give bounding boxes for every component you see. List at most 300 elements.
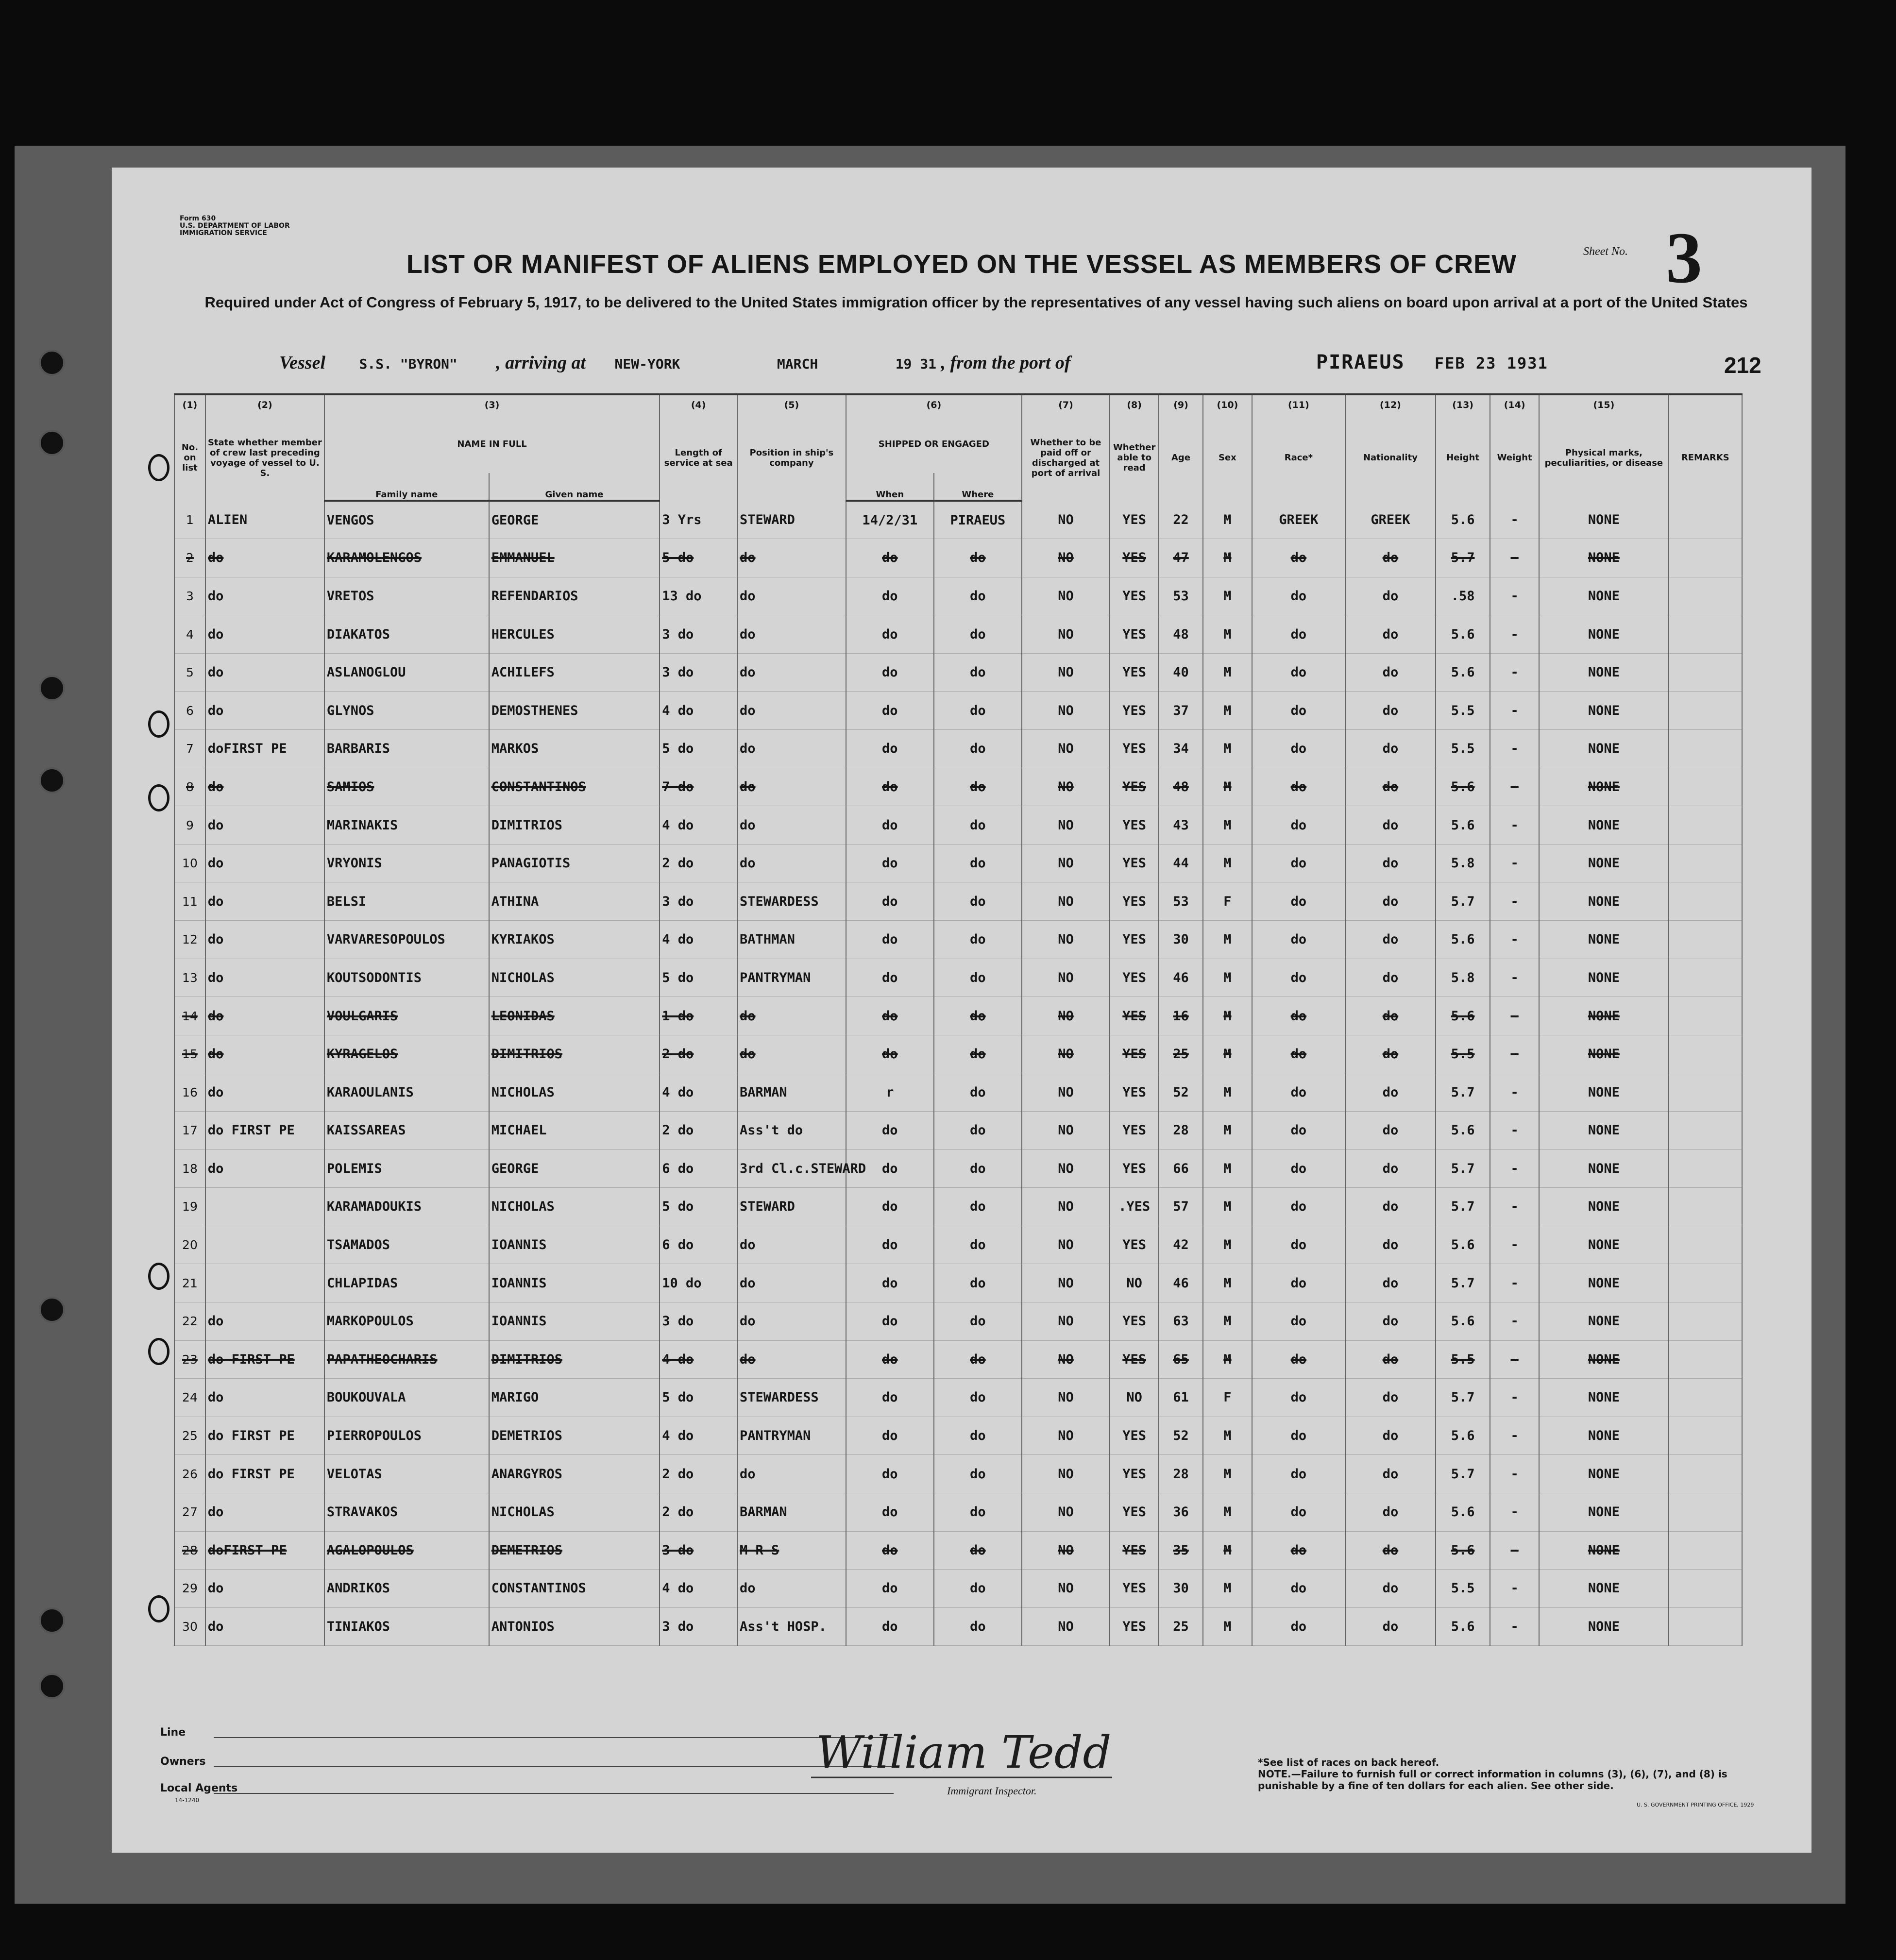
cell-last-voyage: do <box>205 997 324 1035</box>
cell-no: 29 <box>174 1570 205 1608</box>
cell-sex: M <box>1203 1570 1252 1608</box>
cell-remarks <box>1669 844 1742 882</box>
cell-remarks <box>1669 1112 1742 1150</box>
cell-weight: - <box>1490 806 1539 845</box>
crew-table <box>174 393 1743 1646</box>
cell-nationality: do <box>1345 921 1436 959</box>
cell-position: PANTRYMAN <box>737 1417 846 1455</box>
cell-able-read: YES <box>1110 1302 1159 1340</box>
cell-no: 19 <box>174 1188 205 1226</box>
header-name-in-full: NAME IN FULL <box>324 415 660 473</box>
cell-nationality: do <box>1345 1302 1436 1340</box>
cell-nationality: do <box>1345 1340 1436 1379</box>
cell-when: do <box>846 882 934 921</box>
cell-sex: M <box>1203 921 1252 959</box>
cell-length-service: 5 do <box>660 539 737 577</box>
cell-race: do <box>1252 1302 1345 1340</box>
cell-weight: - <box>1490 1149 1539 1188</box>
header-weight: Weight <box>1490 415 1539 501</box>
cell-paid-off: NO <box>1022 692 1110 730</box>
cell-no: 18 <box>174 1149 205 1188</box>
cell-nationality: do <box>1345 1417 1436 1455</box>
cell-when: do <box>846 1188 934 1226</box>
cell-position: do <box>737 1035 846 1073</box>
cell-able-read: YES <box>1110 806 1159 845</box>
cell-given-name: GEORGE <box>489 501 660 539</box>
page-number: 212 <box>1724 353 1761 378</box>
cell-weight: - <box>1490 921 1539 959</box>
cell-race: do <box>1252 806 1345 845</box>
table-row <box>174 501 1742 539</box>
cell-height: .58 <box>1436 577 1490 615</box>
form-id-line: Form 630 <box>180 215 216 222</box>
cell-weight: - <box>1490 1379 1539 1417</box>
cell-length-service: 3 do <box>660 882 737 921</box>
cell-no: 4 <box>174 615 205 654</box>
cell-given-name: EMMANUEL <box>489 539 660 577</box>
cell-race: do <box>1252 1035 1345 1073</box>
cell-race: do <box>1252 730 1345 768</box>
cell-height: 5.6 <box>1436 501 1490 539</box>
cell-race: do <box>1252 1531 1345 1570</box>
cell-height: 5.6 <box>1436 1417 1490 1455</box>
cell-when: do <box>846 1379 934 1417</box>
cell-weight: - <box>1490 882 1539 921</box>
cell-last-voyage: do <box>205 1149 324 1188</box>
cell-race: do <box>1252 1112 1345 1150</box>
cell-position: do <box>737 1226 846 1264</box>
cell-nationality: do <box>1345 1264 1436 1302</box>
table-row <box>174 1570 1742 1608</box>
cell-length-service: 4 do <box>660 1073 737 1112</box>
cell-age: 52 <box>1159 1073 1203 1112</box>
cell-physical: NONE <box>1539 577 1668 615</box>
cell-family-name: AGALOPOULOS <box>324 1531 489 1570</box>
cell-family-name: MARKOPOULOS <box>324 1302 489 1340</box>
cell-position: STEWARD <box>737 1188 846 1226</box>
cell-paid-off: NO <box>1022 959 1110 997</box>
cell-length-service: 3 do <box>660 653 737 692</box>
cell-where: do <box>934 1340 1022 1379</box>
cell-sex: M <box>1203 1112 1252 1150</box>
cell-able-read: YES <box>1110 1607 1159 1646</box>
cell-no: 7 <box>174 730 205 768</box>
cell-physical: NONE <box>1539 1112 1668 1150</box>
cell-when: do <box>846 539 934 577</box>
cell-age: 28 <box>1159 1455 1203 1493</box>
cell-height: 5.6 <box>1436 997 1490 1035</box>
cell-given-name: ATHINA <box>489 882 660 921</box>
cell-sex: M <box>1203 501 1252 539</box>
cell-no: 11 <box>174 882 205 921</box>
cell-race: do <box>1252 1073 1345 1112</box>
cell-last-voyage: do <box>205 768 324 806</box>
cell-height: 5.8 <box>1436 959 1490 997</box>
cell-physical: NONE <box>1539 921 1668 959</box>
cell-length-service: 2 do <box>660 1035 737 1073</box>
cell-remarks <box>1669 1226 1742 1264</box>
cell-where: do <box>934 692 1022 730</box>
cell-where: do <box>934 1264 1022 1302</box>
cell-physical: NONE <box>1539 1531 1668 1570</box>
cell-position: STEWARD <box>737 501 846 539</box>
cell-physical: NONE <box>1539 1149 1668 1188</box>
cell-where: do <box>934 1417 1022 1455</box>
col-num: (13) <box>1436 394 1490 415</box>
cell-position: do <box>737 997 846 1035</box>
table-row <box>174 921 1742 959</box>
owners-label: Owners <box>160 1756 206 1768</box>
cell-where: do <box>934 768 1022 806</box>
cell-length-service: 2 do <box>660 844 737 882</box>
table-row <box>174 653 1742 692</box>
penalty-note: NOTE.—Failure to furnish full or correct information in columns (3), (6), (7), and (8) is punishable by a fine of ten dollars for each alien. See other side. <box>1258 1768 1727 1791</box>
cell-no: 23 <box>174 1340 205 1379</box>
cell-last-voyage: doFIRST PE <box>205 730 324 768</box>
cell-age: 25 <box>1159 1607 1203 1646</box>
table-row <box>174 1302 1742 1340</box>
cell-sex: M <box>1203 615 1252 654</box>
cell-race: do <box>1252 768 1345 806</box>
cell-sex: M <box>1203 1264 1252 1302</box>
cell-race: do <box>1252 1607 1345 1646</box>
table-row <box>174 1188 1742 1226</box>
cell-able-read: YES <box>1110 1570 1159 1608</box>
col-num: (9) <box>1159 394 1203 415</box>
cell-last-voyage: do FIRST PE <box>205 1455 324 1493</box>
header-last-voyage: State whether member of crew last preceding voyage of vessel to U. S. <box>205 415 324 501</box>
cell-paid-off: NO <box>1022 539 1110 577</box>
cell-height: 5.7 <box>1436 1073 1490 1112</box>
cell-weight: - <box>1490 1417 1539 1455</box>
cell-remarks <box>1669 1264 1742 1302</box>
cell-length-service: 2 do <box>660 1455 737 1493</box>
cell-weight: - <box>1490 1112 1539 1150</box>
cell-age: 42 <box>1159 1226 1203 1264</box>
table-row <box>174 1417 1742 1455</box>
cell-nationality: do <box>1345 653 1436 692</box>
cell-height: 5.6 <box>1436 1531 1490 1570</box>
cell-nationality: GREEK <box>1345 501 1436 539</box>
cell-length-service: 5 do <box>660 1379 737 1417</box>
cell-sex: M <box>1203 844 1252 882</box>
cell-remarks <box>1669 806 1742 845</box>
cell-sex: M <box>1203 1226 1252 1264</box>
cell-weight: - <box>1490 577 1539 615</box>
cell-paid-off: NO <box>1022 1188 1110 1226</box>
header-race: Race* <box>1252 415 1345 501</box>
table-row <box>174 806 1742 845</box>
cell-last-voyage: do <box>205 959 324 997</box>
cell-length-service: 13 do <box>660 577 737 615</box>
cell-position: Ass't do <box>737 1112 846 1150</box>
cell-sex: M <box>1203 806 1252 845</box>
inspector-signature <box>811 1719 1122 1787</box>
cell-position: BARMAN <box>737 1493 846 1531</box>
cell-weight: - <box>1490 997 1539 1035</box>
cell-family-name: VRYONIS <box>324 844 489 882</box>
document-subtitle: Required under Act of Congress of February 5, 1917, to be delivered to the United States immigration officer by the representatives of any vessel having such aliens on board upon arrival at a port of the United States <box>204 294 1748 311</box>
cell-physical: NONE <box>1539 844 1668 882</box>
cell-length-service: 4 do <box>660 1570 737 1608</box>
cell-no: 3 <box>174 577 205 615</box>
cell-when: do <box>846 1302 934 1340</box>
cell-nationality: do <box>1345 1035 1436 1073</box>
cell-given-name: KYRIAKOS <box>489 921 660 959</box>
arriving-label: , arriving at <box>496 353 586 373</box>
cell-position: do <box>737 1302 846 1340</box>
cell-physical: NONE <box>1539 1379 1668 1417</box>
cell-when: do <box>846 1226 934 1264</box>
cell-paid-off: NO <box>1022 1264 1110 1302</box>
cell-length-service: 3 do <box>660 1531 737 1570</box>
cell-paid-off: NO <box>1022 501 1110 539</box>
cell-physical: NONE <box>1539 1264 1668 1302</box>
arrival-port: NEW-YORK <box>614 356 680 372</box>
cell-paid-off: NO <box>1022 844 1110 882</box>
cell-sex: M <box>1203 1035 1252 1073</box>
cell-no: 14 <box>174 997 205 1035</box>
cell-age: 46 <box>1159 959 1203 997</box>
vessel-line <box>279 352 1071 373</box>
cell-age: 48 <box>1159 768 1203 806</box>
cell-paid-off: NO <box>1022 653 1110 692</box>
cell-weight: - <box>1490 730 1539 768</box>
cell-able-read: YES <box>1110 1493 1159 1531</box>
col-num: (15) <box>1539 394 1668 415</box>
form-code: 14-1240 <box>175 1797 200 1804</box>
cell-nationality: do <box>1345 1493 1436 1531</box>
cell-paid-off: NO <box>1022 1035 1110 1073</box>
binder-hole <box>39 1607 65 1634</box>
cell-age: 57 <box>1159 1188 1203 1226</box>
cell-sex: M <box>1203 1417 1252 1455</box>
cell-no: 8 <box>174 768 205 806</box>
cell-position: do <box>737 768 846 806</box>
cell-physical: NONE <box>1539 1302 1668 1340</box>
cell-physical: NONE <box>1539 1073 1668 1112</box>
cell-where: do <box>934 806 1022 845</box>
cell-position: do <box>737 1570 846 1608</box>
cell-weight: - <box>1490 1073 1539 1112</box>
binder-hole <box>39 767 65 794</box>
cell-when: do <box>846 1531 934 1570</box>
cell-able-read: YES <box>1110 653 1159 692</box>
punch-ring <box>148 1595 169 1622</box>
cell-when: do <box>846 1570 934 1608</box>
cell-race: do <box>1252 844 1345 882</box>
races-note: *See list of races on back hereof. <box>1258 1757 1439 1768</box>
cell-age: 34 <box>1159 730 1203 768</box>
cell-length-service: 5 do <box>660 730 737 768</box>
cell-last-voyage: do <box>205 921 324 959</box>
cell-height: 5.7 <box>1436 1188 1490 1226</box>
cell-length-service: 3 do <box>660 615 737 654</box>
table-row <box>174 1379 1742 1417</box>
cell-paid-off: NO <box>1022 1073 1110 1112</box>
cell-able-read: YES <box>1110 1149 1159 1188</box>
cell-paid-off: NO <box>1022 1493 1110 1531</box>
cell-able-read: NO <box>1110 1379 1159 1417</box>
cell-last-voyage: do <box>205 1607 324 1646</box>
inspector-label: Immigrant Inspector. <box>947 1785 1037 1797</box>
table-row <box>174 1340 1742 1379</box>
owners-rule <box>214 1766 894 1767</box>
cell-where: do <box>934 1570 1022 1608</box>
cell-position: 3rd Cl.c.STEWARD <box>737 1149 846 1188</box>
cell-family-name: BARBARIS <box>324 730 489 768</box>
cell-remarks <box>1669 1073 1742 1112</box>
cell-position: BARMAN <box>737 1073 846 1112</box>
cell-sex: M <box>1203 653 1252 692</box>
col-num: (7) <box>1022 394 1110 415</box>
cell-weight: - <box>1490 501 1539 539</box>
cell-position: do <box>737 539 846 577</box>
cell-last-voyage <box>205 1188 324 1226</box>
cell-height: 5.5 <box>1436 1035 1490 1073</box>
cell-length-service: 1 do <box>660 997 737 1035</box>
cell-physical: NONE <box>1539 1417 1668 1455</box>
col-num: (6) <box>846 394 1022 415</box>
cell-last-voyage: do <box>205 882 324 921</box>
cell-where: do <box>934 844 1022 882</box>
cell-length-service: 2 do <box>660 1493 737 1531</box>
cell-age: 25 <box>1159 1035 1203 1073</box>
cell-race: do <box>1252 653 1345 692</box>
table-row <box>174 577 1742 615</box>
cell-paid-off: NO <box>1022 1455 1110 1493</box>
cell-age: 53 <box>1159 577 1203 615</box>
cell-able-read: YES <box>1110 1417 1159 1455</box>
cell-family-name: TSAMADOS <box>324 1226 489 1264</box>
cell-able-read: YES <box>1110 844 1159 882</box>
cell-last-voyage: do FIRST PE <box>205 1417 324 1455</box>
cell-able-read: YES <box>1110 1073 1159 1112</box>
header-given-name: Given name <box>489 473 660 501</box>
cell-physical: NONE <box>1539 1570 1668 1608</box>
table-row <box>174 768 1742 806</box>
cell-last-voyage: do <box>205 692 324 730</box>
cell-height: 5.6 <box>1436 806 1490 845</box>
header-no-on-list: No. on list <box>174 415 205 501</box>
cell-position: do <box>737 806 846 845</box>
cell-height: 5.5 <box>1436 1340 1490 1379</box>
cell-when: do <box>846 1264 934 1302</box>
vessel-label: Vessel <box>279 353 325 373</box>
cell-nationality: do <box>1345 615 1436 654</box>
cell-paid-off: NO <box>1022 1340 1110 1379</box>
cell-remarks <box>1669 997 1742 1035</box>
cell-no: 10 <box>174 844 205 882</box>
cell-weight: - <box>1490 1531 1539 1570</box>
cell-sex: M <box>1203 1188 1252 1226</box>
cell-nationality: do <box>1345 959 1436 997</box>
cell-height: 5.8 <box>1436 844 1490 882</box>
cell-where: do <box>934 959 1022 997</box>
cell-given-name: GEORGE <box>489 1149 660 1188</box>
cell-last-voyage: do <box>205 844 324 882</box>
cell-age: 65 <box>1159 1340 1203 1379</box>
cell-position: do <box>737 577 846 615</box>
cell-age: 36 <box>1159 1493 1203 1531</box>
cell-height: 5.6 <box>1436 653 1490 692</box>
table-row <box>174 692 1742 730</box>
cell-when: do <box>846 1149 934 1188</box>
cell-physical: NONE <box>1539 1607 1668 1646</box>
document-title: LIST OR MANIFEST OF ALIENS EMPLOYED ON THE VESSEL AS MEMBERS OF CREW <box>406 250 1517 279</box>
cell-physical: NONE <box>1539 882 1668 921</box>
cell-family-name: KYRAGELOS <box>324 1035 489 1073</box>
cell-length-service: 4 do <box>660 1417 737 1455</box>
cell-nationality: do <box>1345 1073 1436 1112</box>
cell-age: 61 <box>1159 1379 1203 1417</box>
cell-where: do <box>934 882 1022 921</box>
cell-paid-off: NO <box>1022 1531 1110 1570</box>
cell-age: 35 <box>1159 1531 1203 1570</box>
cell-height: 5.7 <box>1436 1264 1490 1302</box>
cell-remarks <box>1669 1493 1742 1531</box>
cell-where: do <box>934 1455 1022 1493</box>
cell-sex: M <box>1203 1340 1252 1379</box>
cell-physical: NONE <box>1539 806 1668 845</box>
cell-able-read: YES <box>1110 539 1159 577</box>
cell-when: 14/2/31 <box>846 501 934 539</box>
cell-nationality: do <box>1345 1607 1436 1646</box>
cell-paid-off: NO <box>1022 1379 1110 1417</box>
cell-weight: - <box>1490 692 1539 730</box>
cell-able-read: NO <box>1110 1264 1159 1302</box>
cell-physical: NONE <box>1539 1035 1668 1073</box>
cell-paid-off: NO <box>1022 1302 1110 1340</box>
cell-sex: M <box>1203 730 1252 768</box>
cell-race: do <box>1252 1570 1345 1608</box>
cell-given-name: REFENDARIOS <box>489 577 660 615</box>
cell-where: do <box>934 1035 1022 1073</box>
cell-physical: NONE <box>1539 692 1668 730</box>
table-row <box>174 1531 1742 1570</box>
form-id <box>180 215 290 237</box>
cell-family-name: BELSI <box>324 882 489 921</box>
cell-height: 5.6 <box>1436 1226 1490 1264</box>
cell-race: do <box>1252 577 1345 615</box>
cell-position: STEWARDESS <box>737 1379 846 1417</box>
cell-sex: M <box>1203 539 1252 577</box>
cell-given-name: DIMITRIOS <box>489 1340 660 1379</box>
cell-race: do <box>1252 1188 1345 1226</box>
sheet-number: 3 <box>1666 218 1702 298</box>
cell-where: do <box>934 1112 1022 1150</box>
cell-family-name: VARVARESOPOULOS <box>324 921 489 959</box>
cell-paid-off: NO <box>1022 1226 1110 1264</box>
manifest-sheet <box>112 168 1811 1853</box>
cell-when: do <box>846 997 934 1035</box>
cell-race: do <box>1252 1226 1345 1264</box>
cell-family-name: VOULGARIS <box>324 997 489 1035</box>
cell-given-name: PANAGIOTIS <box>489 844 660 882</box>
cell-family-name: KARAMOLENGOS <box>324 539 489 577</box>
cell-last-voyage: do FIRST PE <box>205 1340 324 1379</box>
table-row <box>174 844 1742 882</box>
footer-note <box>1258 1757 1744 1791</box>
cell-length-service: 7 do <box>660 768 737 806</box>
cell-where: do <box>934 1073 1022 1112</box>
cell-sex: M <box>1203 577 1252 615</box>
header-able-read: Whether able to read <box>1110 415 1159 501</box>
cell-nationality: do <box>1345 768 1436 806</box>
cell-when: do <box>846 653 934 692</box>
cell-no: 2 <box>174 539 205 577</box>
cell-paid-off: NO <box>1022 1417 1110 1455</box>
